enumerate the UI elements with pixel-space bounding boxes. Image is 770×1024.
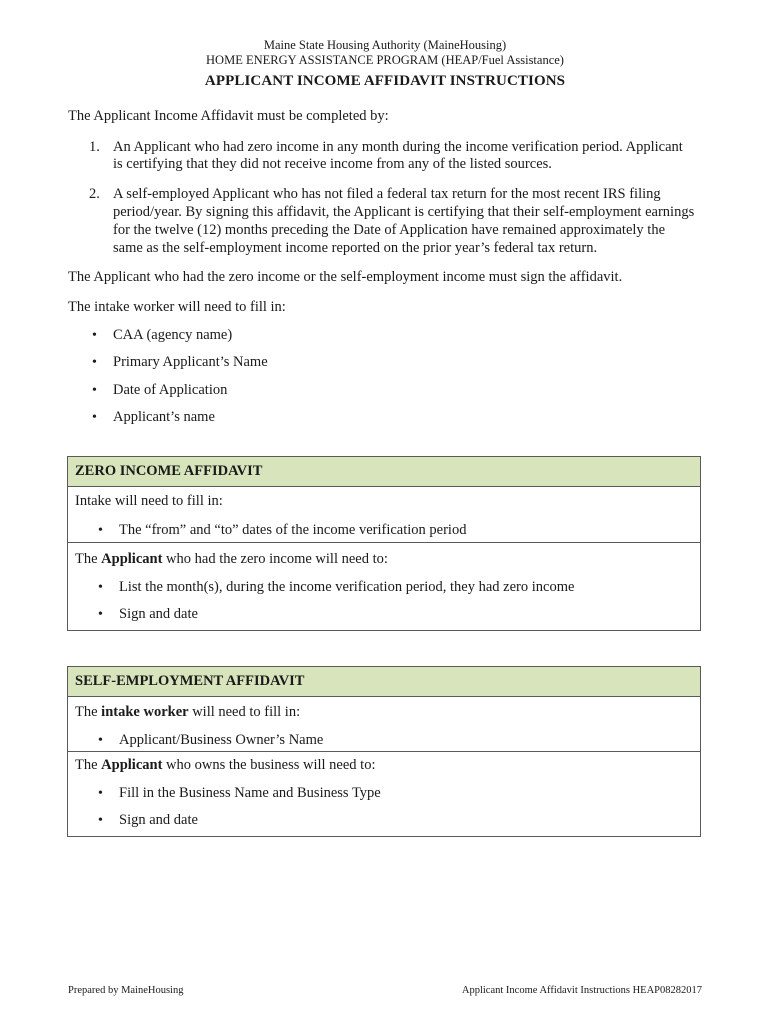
list-item: List the month(s), during the income verification period, they had zero income: [119, 579, 575, 595]
list-item: Applicant’s name: [113, 409, 215, 425]
self-employment-header: [68, 667, 700, 697]
numbered-item-line: period/year. By signing this affidavit, the Applicant is certifying that their self-employment earnings: [113, 204, 695, 220]
section-divider: [68, 542, 700, 543]
footer-left: Prepared by MaineHousing: [68, 985, 184, 996]
list-number: 1.: [89, 139, 100, 155]
numbered-item-line: is certifying that they did not receive income from any of the listed sources.: [113, 156, 552, 172]
list-number: 2.: [89, 186, 100, 202]
signature-note: The Applicant who had the zero income or the self-employment income must sign the affidavit.: [68, 269, 623, 285]
intake-intro: The intake worker will need to fill in:: [68, 299, 286, 315]
list-item: Date of Application: [113, 382, 228, 398]
list-item: CAA (agency name): [113, 327, 233, 343]
zero-income-heading: ZERO INCOME AFFIDAVIT: [75, 463, 263, 479]
zero-income-applicant-label: The Applicant who had the zero income will need to:: [75, 551, 388, 567]
bullet: •: [98, 523, 103, 538]
list-item: Primary Applicant’s Name: [113, 354, 268, 370]
bullet: •: [98, 733, 103, 748]
zero-income-section: [67, 456, 701, 631]
bullet: •: [92, 383, 97, 398]
numbered-item-line: same as the self-employment income reported on the prior year’s federal tax return.: [113, 240, 598, 256]
bullet: •: [98, 607, 103, 622]
numbered-item-line: for the twelve (12) months preceding the Date of Application have remained approximately the: [113, 222, 666, 238]
list-item: Sign and date: [119, 812, 198, 828]
list-item: Applicant/Business Owner’s Name: [119, 732, 324, 748]
bullet: •: [92, 410, 97, 425]
self-employment-intake-label: The intake worker will need to fill in:: [75, 704, 301, 720]
zero-income-header: [68, 457, 700, 487]
self-employment-heading: SELF-EMPLOYMENT AFFIDAVIT: [75, 673, 305, 689]
numbered-item-line: A self-employed Applicant who has not filed a federal tax return for the most recent IRS filing: [113, 186, 661, 202]
page-title: APPLICANT INCOME AFFIDAVIT INSTRUCTIONS: [204, 73, 566, 89]
list-item: Fill in the Business Name and Business Type: [119, 785, 381, 801]
program-name: HOME ENERGY ASSISTANCE PROGRAM (HEAP/Fuel Assistance): [206, 53, 564, 67]
self-employment-applicant-label: The Applicant who owns the business will need to:: [75, 757, 376, 773]
organization-name: Maine State Housing Authority (MaineHousing): [263, 38, 507, 52]
list-item: Sign and date: [119, 606, 198, 622]
bullet: •: [92, 328, 97, 343]
list-item: The “from” and “to” dates of the income verification period: [119, 522, 467, 538]
zero-income-intake-label: Intake will need to fill in:: [75, 493, 223, 509]
intro-text: The Applicant Income Affidavit must be completed by:: [68, 108, 389, 124]
section-divider: [68, 751, 700, 752]
bullet: •: [98, 580, 103, 595]
bullet: •: [92, 355, 97, 370]
numbered-item-line: An Applicant who had zero income in any month during the income verification period. Applicant: [113, 139, 683, 155]
bullet: •: [98, 786, 103, 801]
bullet: •: [98, 813, 103, 828]
self-employment-section: [67, 666, 701, 837]
footer-right: Applicant Income Affidavit Instructions HEAP08282017: [461, 985, 702, 996]
